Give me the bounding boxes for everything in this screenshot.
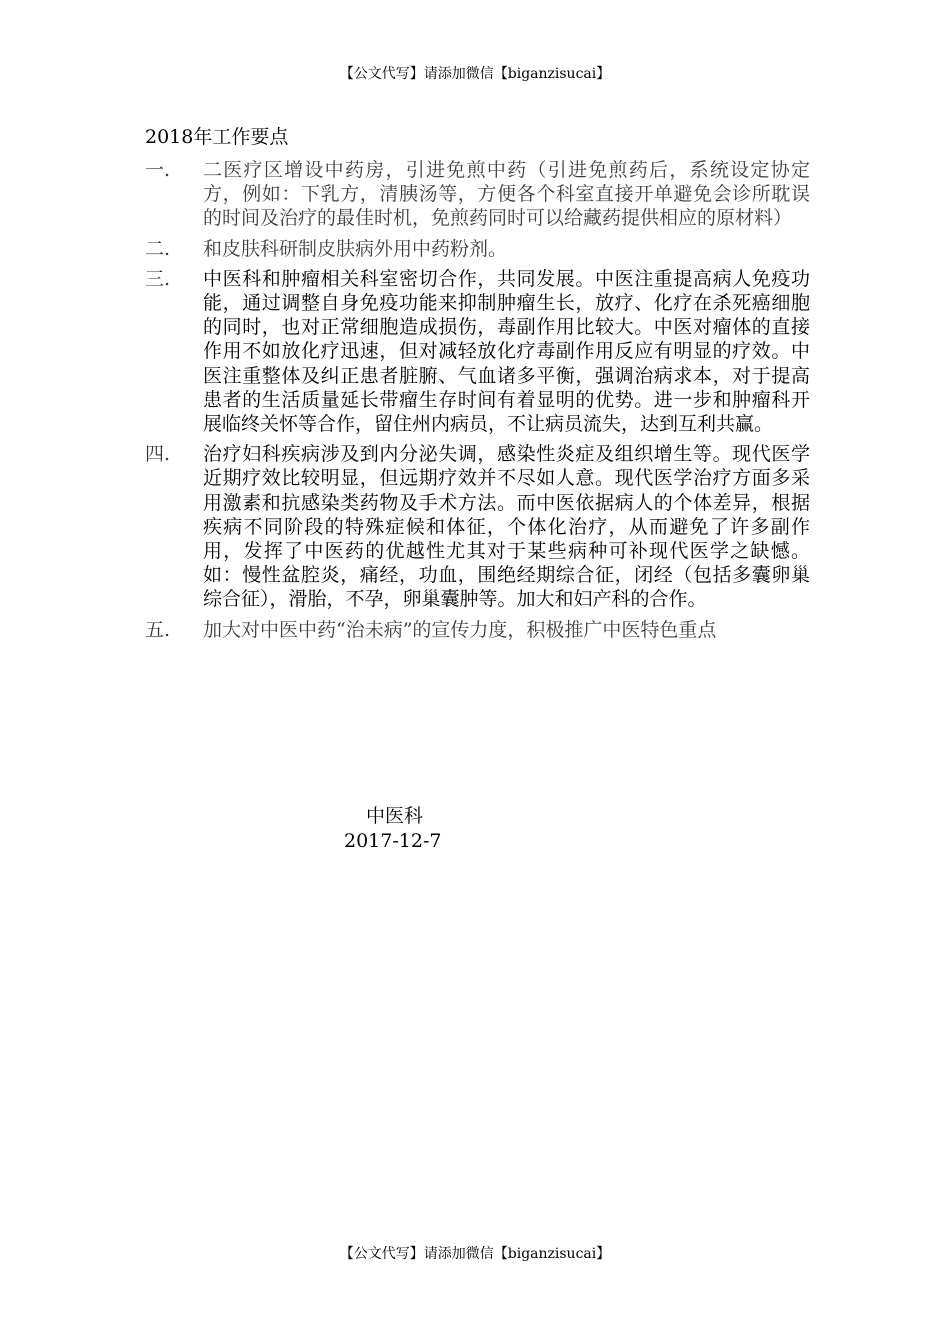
list-item bbox=[145, 237, 810, 261]
list-item-number: 五. bbox=[145, 618, 171, 641]
footer-watermark: 【公文代写】请添加微信【biganzisucai】 bbox=[339, 1246, 611, 1262]
list-item-number: 四. bbox=[145, 443, 171, 466]
list-item bbox=[145, 618, 810, 642]
list-item-text: 和皮肤科研制皮肤病外用中药粉剂。 bbox=[203, 237, 508, 260]
header-watermark: 【公文代写】请添加微信【biganzisucai】 bbox=[339, 66, 611, 82]
list-item-text: 二医疗区增设中药房，引进免煎中药（引进免煎药后，系统设定协定方，例如：下乳方，清胰汤等，方便各个科室直接开单避免会诊所耽误的时间及治疗的最佳时机，免煎药同时可以给藏药提供相应的原材料） bbox=[203, 159, 810, 230]
page-title: 2018年工作要点 bbox=[145, 126, 289, 148]
work-points-list bbox=[145, 158, 810, 648]
list-item bbox=[145, 158, 810, 231]
signature-block bbox=[344, 804, 441, 854]
signature-date: 2017-12-7 bbox=[344, 830, 442, 852]
list-item-number: 一. bbox=[145, 159, 171, 181]
list-item-number: 二. bbox=[145, 237, 171, 260]
list-item-text: 治疗妇科疾病涉及到内分泌失调，感染性炎症及组织增生等。现代医学近期疗效比较明显，但远期疗效并不尽如人意。现代医学治疗方面多采用激素和抗感染类药物及手术方法。而中医依据病人的个体差异，根据疾病不同阶段的特殊症候和体征，个体化治疗，从而避免了许多副作用，发挥了中医药的优越性尤其对于某些病种可补现代医学之缺憾。如：慢性盆腔炎，痛经，功血，围绝经期综合征，闭经（包括多囊卵巢综合征），滑胎，不孕，卵巢囊肿等。加大和妇产科的合作。 bbox=[203, 443, 810, 611]
list-item-number: 三. bbox=[145, 267, 171, 290]
list-item-text: 中医科和肿瘤相关科室密切合作，共同发展。中医注重提高病人免疫功能，通过调整自身免疫功能来抑制肿瘤生长，放疗、化疗在杀死癌细胞的同时，也对正常细胞造成损伤，毒副作用比较大。中医对瘤体的直接作用不如放化疗迅速，但对减轻放化疗毒副作用反应有明显的疗效。中医注重整体及纠正患者脏腑、气血诸多平衡，强调治病求本，对于提高患者的生活质量延长带瘤生存时间有着显明的优势。进一步和肿瘤科开展临终关怀等合作，留住州内病员，不让病员流失，达到互利共赢。 bbox=[203, 267, 810, 436]
list-item bbox=[145, 267, 810, 436]
signature-department: 中医科 bbox=[366, 805, 424, 827]
list-item-text: 加大对中医中药“治未病”的宣传力度，积极推广中医特色重点 bbox=[203, 618, 717, 641]
list-item bbox=[145, 442, 810, 611]
